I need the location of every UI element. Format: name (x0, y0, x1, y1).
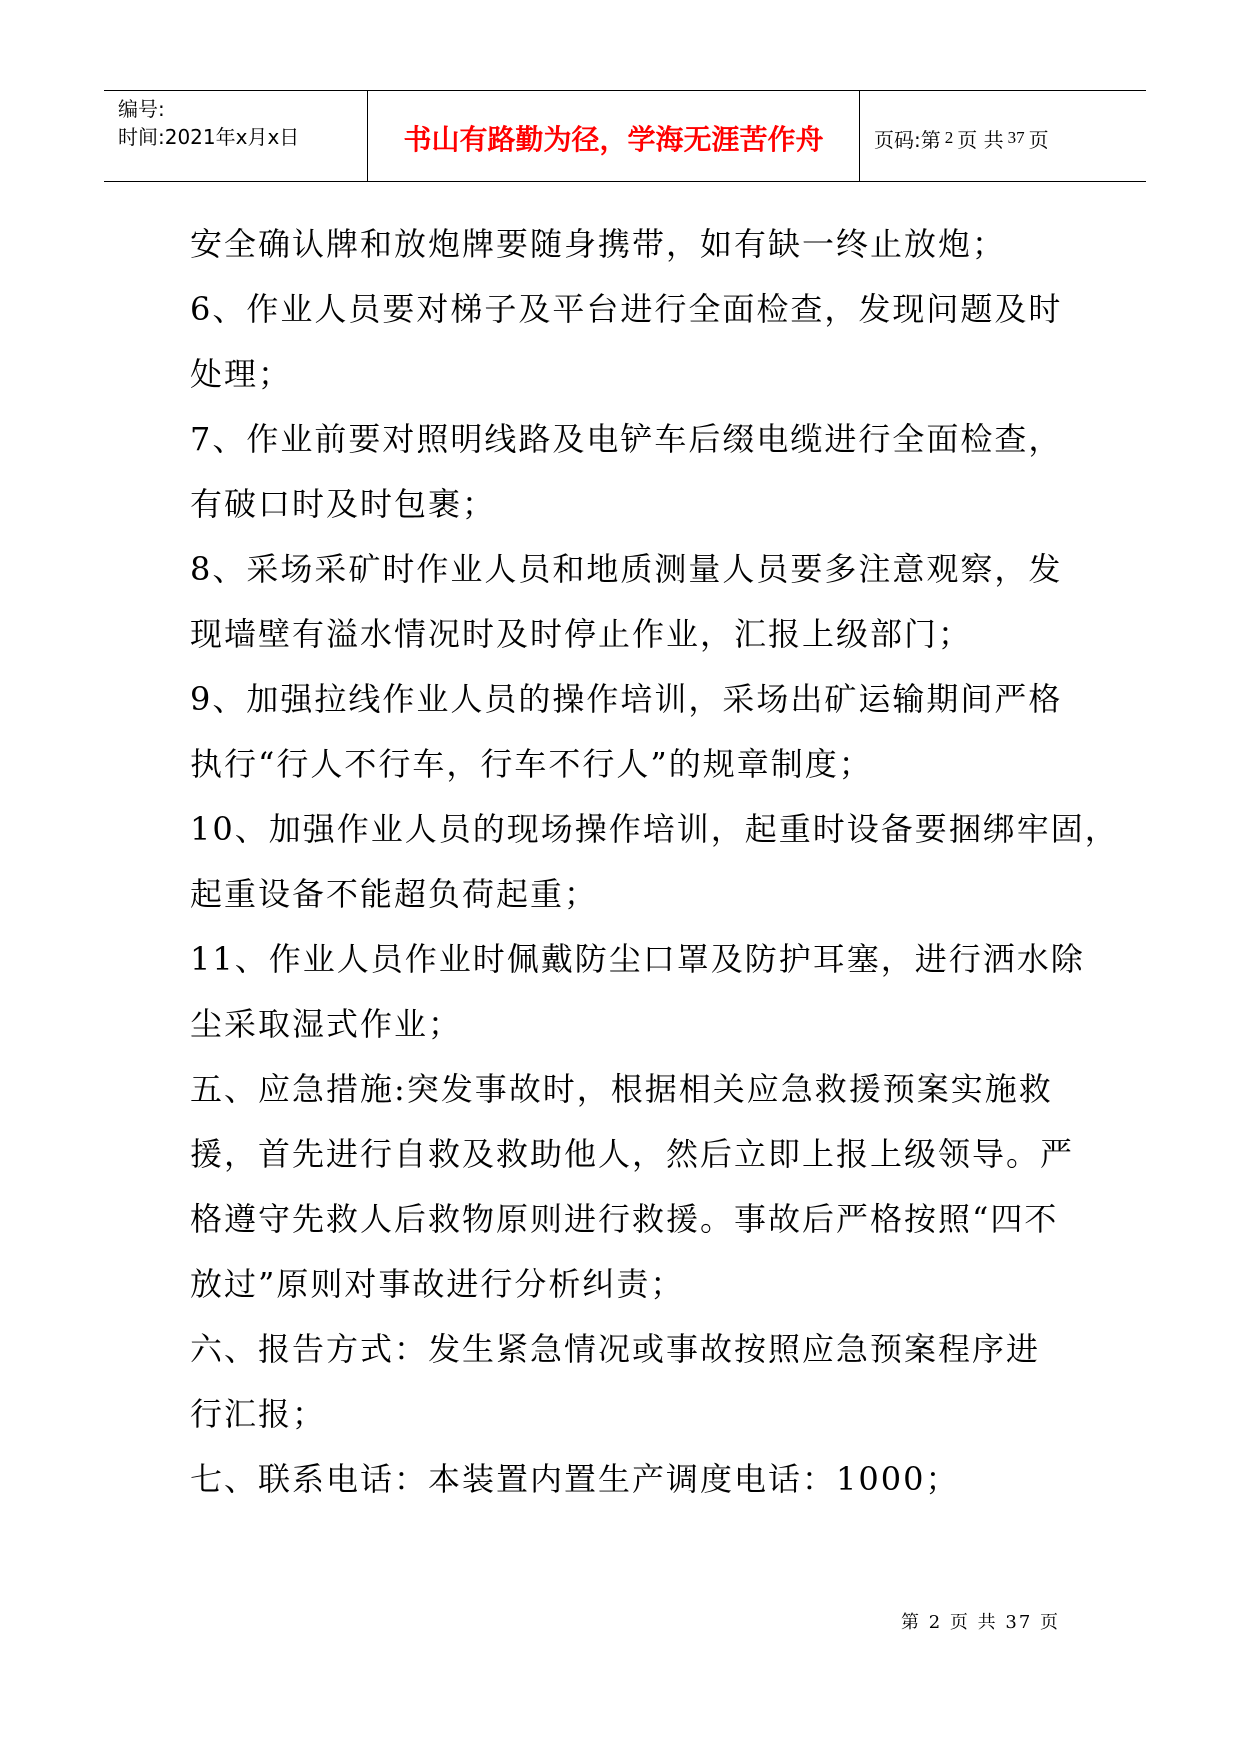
body-line: 6、作业人员要对梯子及平台进行全面检查，发现问题及时 (190, 290, 1063, 328)
body-line: 安全确认牌和放炮牌要随身携带，如有缺一终止放炮； (190, 225, 1007, 263)
body-line: 9、加强拉线作业人员的操作培训，采场出矿运输期间严格 (190, 680, 1063, 718)
body-line: 行汇报； (190, 1395, 327, 1433)
body-line: 7、作业前要对照明线路及电铲车后缀电缆进行全面检查， (190, 420, 1063, 458)
body-line: 援，首先进行自救及救助他人，然后立即上报上级领导。严 (190, 1135, 1075, 1173)
page-mid: 页 共 (957, 127, 1004, 152)
page-footer: 第 2 页 共 37 页 (901, 1612, 1060, 1633)
body-line: 尘采取湿式作业； (190, 1005, 463, 1043)
time-label: 时间:2021年x月x日 (118, 125, 300, 149)
body-line: 格遵守先救人后救物原则进行救援。事故后严格按照“四不 (190, 1200, 1059, 1238)
header-meta (104, 91, 368, 181)
body-line: 8、采场采矿时作业人员和地质测量人员要多注意观察，发 (190, 550, 1063, 588)
body-line: 七、联系电话：本装置内置生产调度电话：1000； (190, 1460, 960, 1498)
page-total: 37 (1007, 128, 1025, 147)
body-line: 11、作业人员作业时佩戴防尘口罩及防护耳塞，进行洒水除 (190, 940, 1085, 978)
body-line: 放过”原则对事故进行分析纠责； (190, 1265, 685, 1303)
body-line: 有破口时及时包裹； (190, 485, 497, 523)
body-line: 10、加强作业人员的现场操作培训，起重时设备要捆绑牢固， (190, 810, 1119, 848)
header-motto (368, 91, 860, 181)
motto-text: 书山有路勤为径，学海无涯苦作舟 (403, 123, 824, 156)
page-prefix: 页码:第 (874, 127, 941, 152)
body-line: 五、应急措施:突发事故时，根据相关应急救援预案实施救 (190, 1070, 1053, 1108)
body-line: 起重设备不能超负荷起重； (190, 875, 599, 913)
header-page-number (860, 91, 1146, 181)
body-line: 执行“行人不行车，行车不行人”的规章制度； (190, 745, 873, 783)
page-suffix: 页 (1028, 127, 1049, 152)
body-line: 六、报告方式：发生紧急情况或事故按照应急预案程序进 (190, 1330, 1041, 1368)
serial-label: 编号: (118, 97, 165, 121)
body-line: 处理； (190, 355, 293, 393)
page-header (104, 90, 1146, 182)
document-body (190, 212, 1119, 1512)
body-line: 现墙壁有溢水情况时及时停止作业，汇报上级部门； (190, 615, 973, 653)
page-current: 2 (944, 128, 954, 147)
